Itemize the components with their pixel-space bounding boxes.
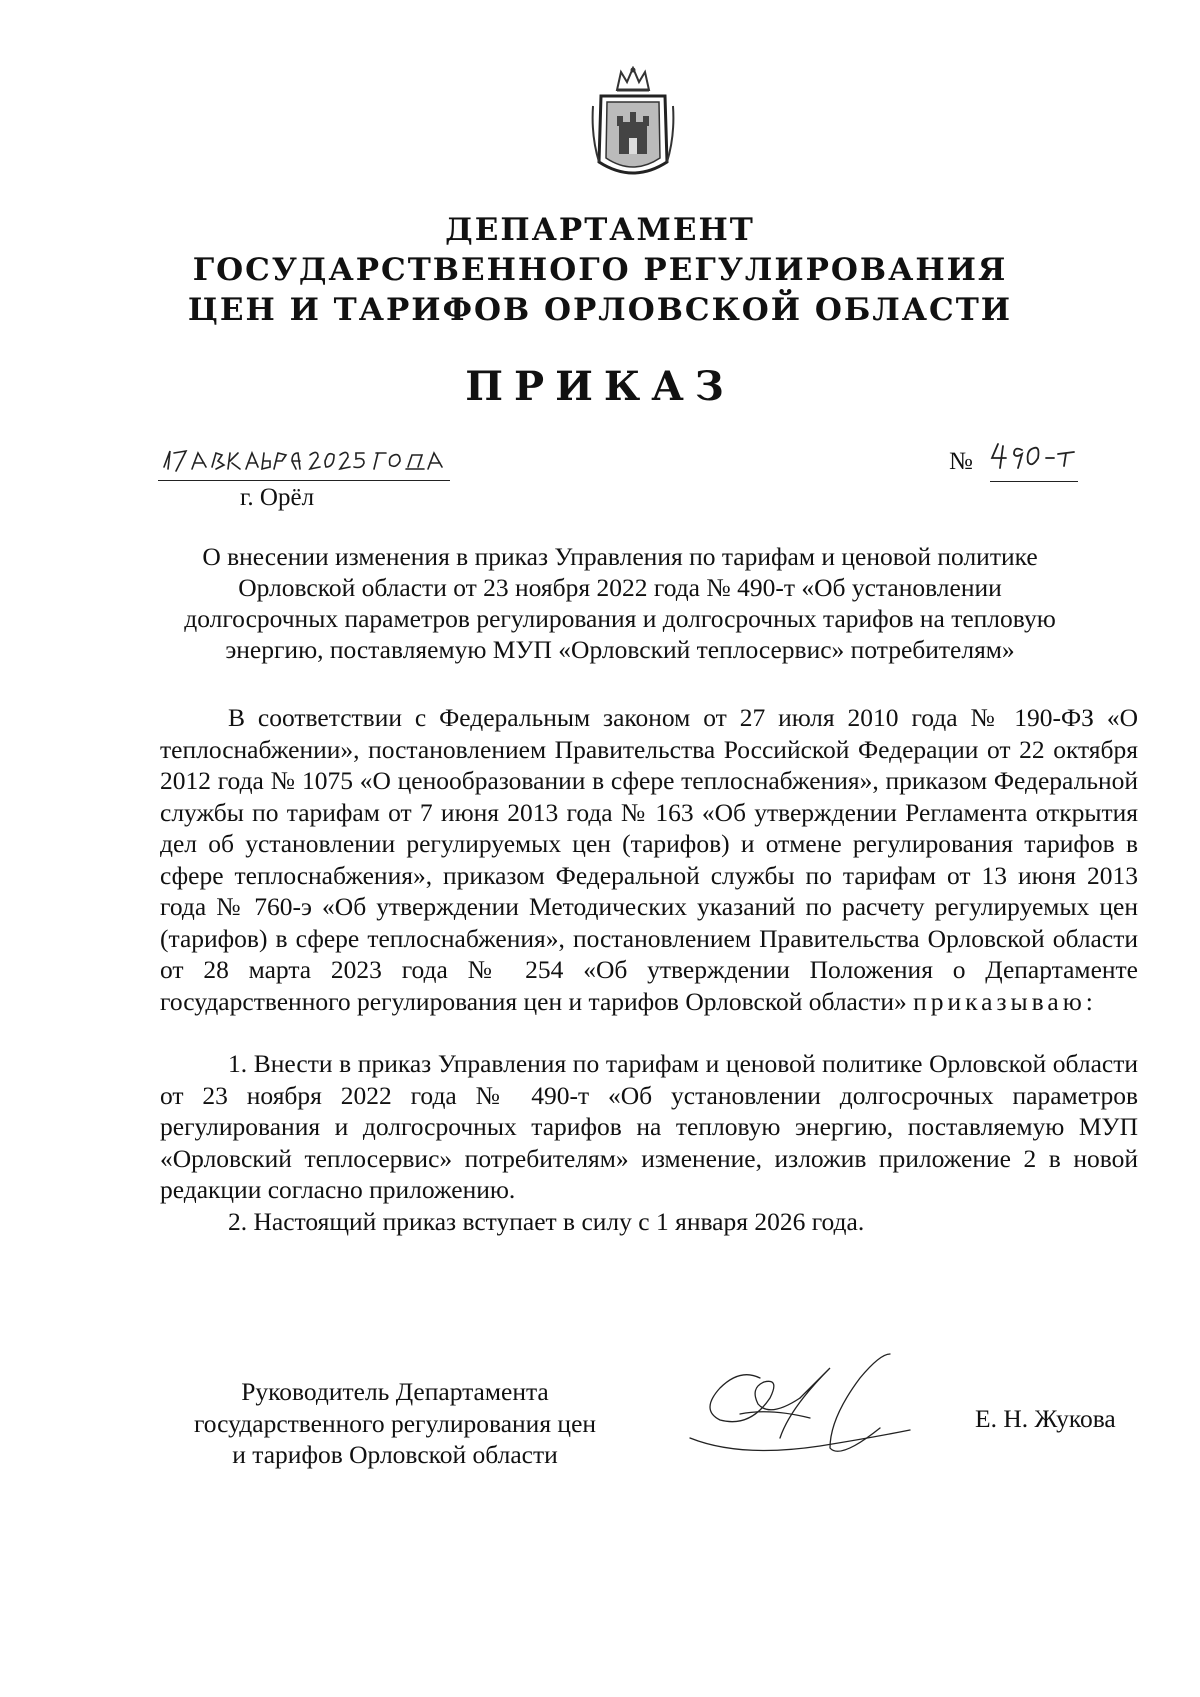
order-item-2: 2. Настоящий приказ вступает в силу с 1 января 2026 года.	[228, 1206, 865, 1236]
title-line-2: Орловской области от 23 ноября 2022 года № 490-т «Об установлении	[238, 573, 1002, 602]
department-header	[0, 210, 1200, 330]
document-type-title: ПРИКАЗ	[465, 363, 735, 410]
signatory-name: Е. Н. Жукова	[975, 1404, 1116, 1433]
header-line-1: ДЕПАРТАМЕНТ	[445, 212, 755, 248]
number-label: №	[949, 448, 973, 475]
city: г. Орёл	[240, 484, 315, 511]
title-line-4: энергию, поставляемую МУП «Орловский теплосервис» потребителям»	[225, 635, 1015, 664]
title-line-3: долгосрочных параметров регулирования и долгосрочных тарифов на тепловую	[184, 604, 1056, 633]
header-line-2: ГОСУДАРСТВЕННОГО РЕГУЛИРОВАНИЯ	[192, 252, 1008, 288]
coat-of-arms-icon	[587, 66, 679, 186]
order-title	[130, 541, 1110, 665]
handwritten-number	[990, 440, 1080, 472]
number-underline	[990, 481, 1078, 482]
order-word: приказываю:	[913, 986, 1097, 1016]
preamble-text: В соответствии с Федеральным законом от 27 июля 2010 года № 190-ФЗ «О теплоснабжении», постановлением Правительства Российской Федерации от 22 октября 2012 года № 1075 «О ценообразовании в сфере теплоснабжения», приказом Федеральной службы по тарифам от 7 июня 2013 года № 163 «Об утверждении Регламента открытия дел об установлении регулируемых цен (тарифов) и отмене регулирования тарифов в сфере теплоснабжения», приказом Федеральной службы по тарифам от 13 июня 2013 года № 760-э «Об утверждении Методических указаний по расчету регулируемых цен (тарифов) в сфере теплоснабжения», постановлением Правительства Орловской области от 28 марта 2023 года № 254 «Об утверждении Положения о Департаменте государственного регулирования цен и тарифов Орловской области»	[160, 703, 1138, 1016]
signatory-position	[160, 1376, 630, 1471]
position-line-2: государственного регулирования цен	[193, 1408, 597, 1438]
date-underline	[158, 480, 450, 481]
position-line-3: и тарифов Орловской области	[232, 1440, 558, 1469]
title-line-1: О внесении изменения в приказ Управления по тарифам и ценовой политике	[202, 542, 1038, 571]
position-line-1: Руководитель Департамента	[241, 1377, 549, 1406]
handwritten-date	[160, 441, 450, 475]
preamble-paragraph	[160, 702, 1138, 1017]
handwritten-signature	[680, 1348, 950, 1468]
order-body	[160, 702, 1138, 1237]
header-line-3: ЦЕН И ТАРИФОВ ОРЛОВСКОЙ ОБЛАСТИ	[187, 292, 1013, 328]
order-item-1: 1. Внести в приказ Управления по тарифам и ценовой политике Орловской области от 23 ноября 2022 года № 490-т «Об установлении долгосрочных параметров регулирования и долгосрочных тарифов на тепловую энергию, поставляемую МУП «Орловский теплосервис» потребителям» изменение, изложив приложение 2 в новой редакции согласно приложению.	[160, 1049, 1138, 1204]
